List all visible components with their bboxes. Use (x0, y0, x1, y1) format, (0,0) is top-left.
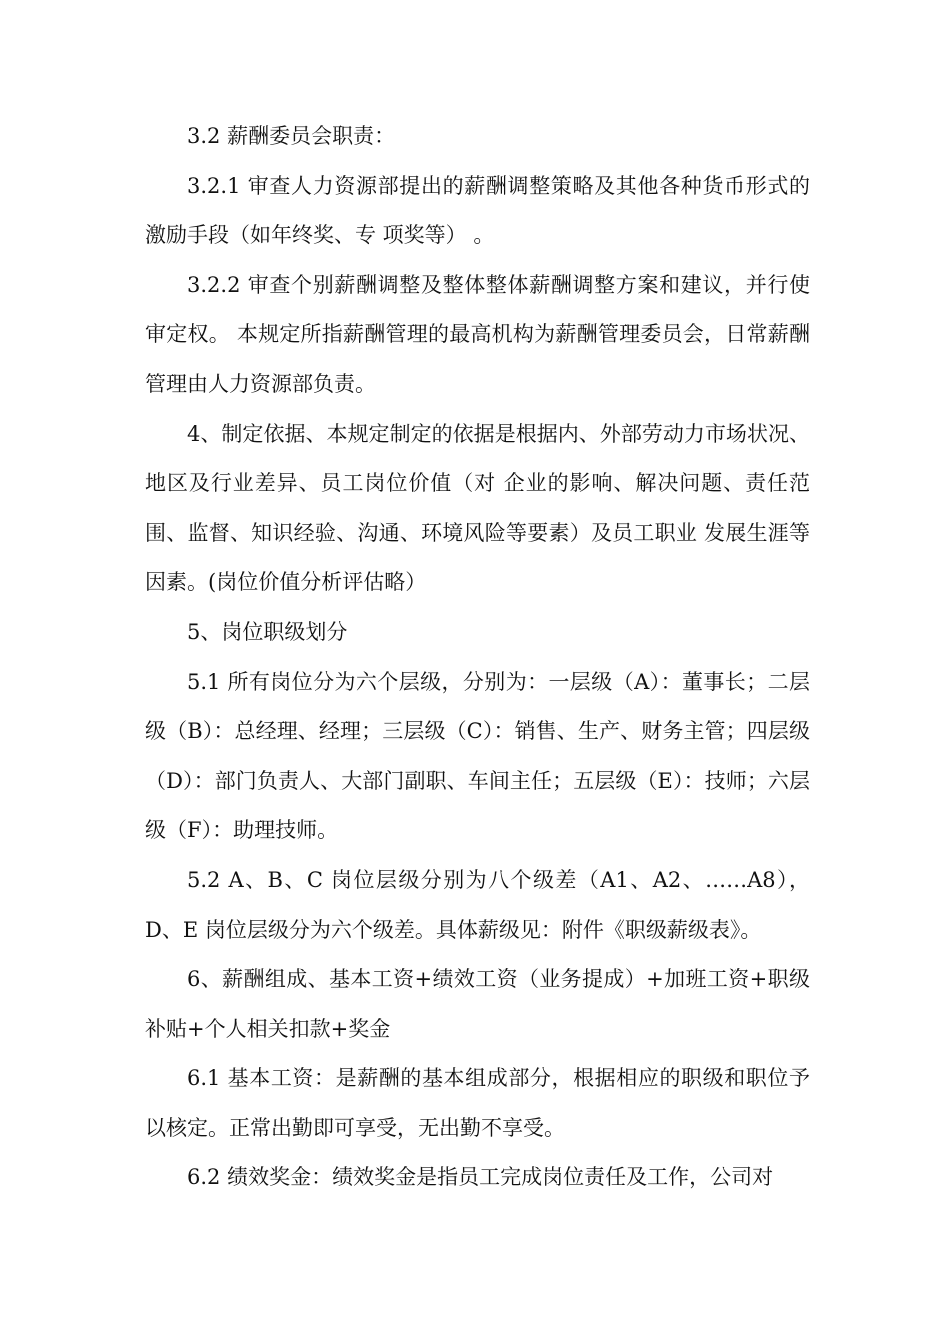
paragraph-6-2: 6.2 绩效奖金：绩效奖金是指员工完成岗位责任及工作，公司对 (187, 1165, 774, 1190)
paragraph-6: 6、薪酬组成、基本工资+绩效工资（业务提成）+加班工资+职级补贴+个人相关扣款+奖金 (145, 967, 810, 1041)
paragraph-5-1: 5.1 所有岗位分为六个层级，分别为：一层级（A）：董事长；二层级（B）：总经理、经理；三层级（C）：销售、生产、财务主管；四层级（D）：部门负责人、大部门副职、车间主任；五层级（E）：技师；六层级（F）：助理技师。 (145, 669, 810, 843)
paragraph-3-2-2: 3.2.2 审查个别薪酬调整及整体整体薪酬调整方案和建议，并行使审定权。 本规定所指薪酬管理的最高机构为薪酬管理委员会，日常薪酬管理由人力资源部负责。 (145, 272, 810, 396)
paragraph-3-2: 3.2 薪酬委员会职责： (187, 124, 396, 148)
paragraph-4: 4、制定依据、本规定制定的依据是根据内、外部劳动力市场状况、地区及行业差异、员工岗位价值（对 企业的影响、解决问题、责任范围、监督、知识经验、沟通、环境风险等要素）及员工职业 发展生涯等因素。(岗位价值分析评估略） (145, 421, 810, 595)
paragraph-6-1: 6.1 基本工资：是薪酬的基本组成部分，根据相应的职级和职位予以核定。正常出勤即可享受，无出勤不享受。 (145, 1066, 810, 1140)
paragraph-5: 5、岗位职级划分 (187, 619, 348, 644)
paragraph-5-2: 5.2 A、B、C 岗位层级分别为八个级差（A1、A2、……A8），D、E 岗位层级分为六个级差。具体薪级见：附件《职级薪级表》。 (145, 867, 810, 942)
document-body (145, 112, 810, 1203)
paragraph-3-2-1: 3.2.1 审查人力资源部提出的薪酬调整策略及其他各种货币形式的激励手段（如年终奖、专 项奖等） 。 (145, 173, 810, 248)
